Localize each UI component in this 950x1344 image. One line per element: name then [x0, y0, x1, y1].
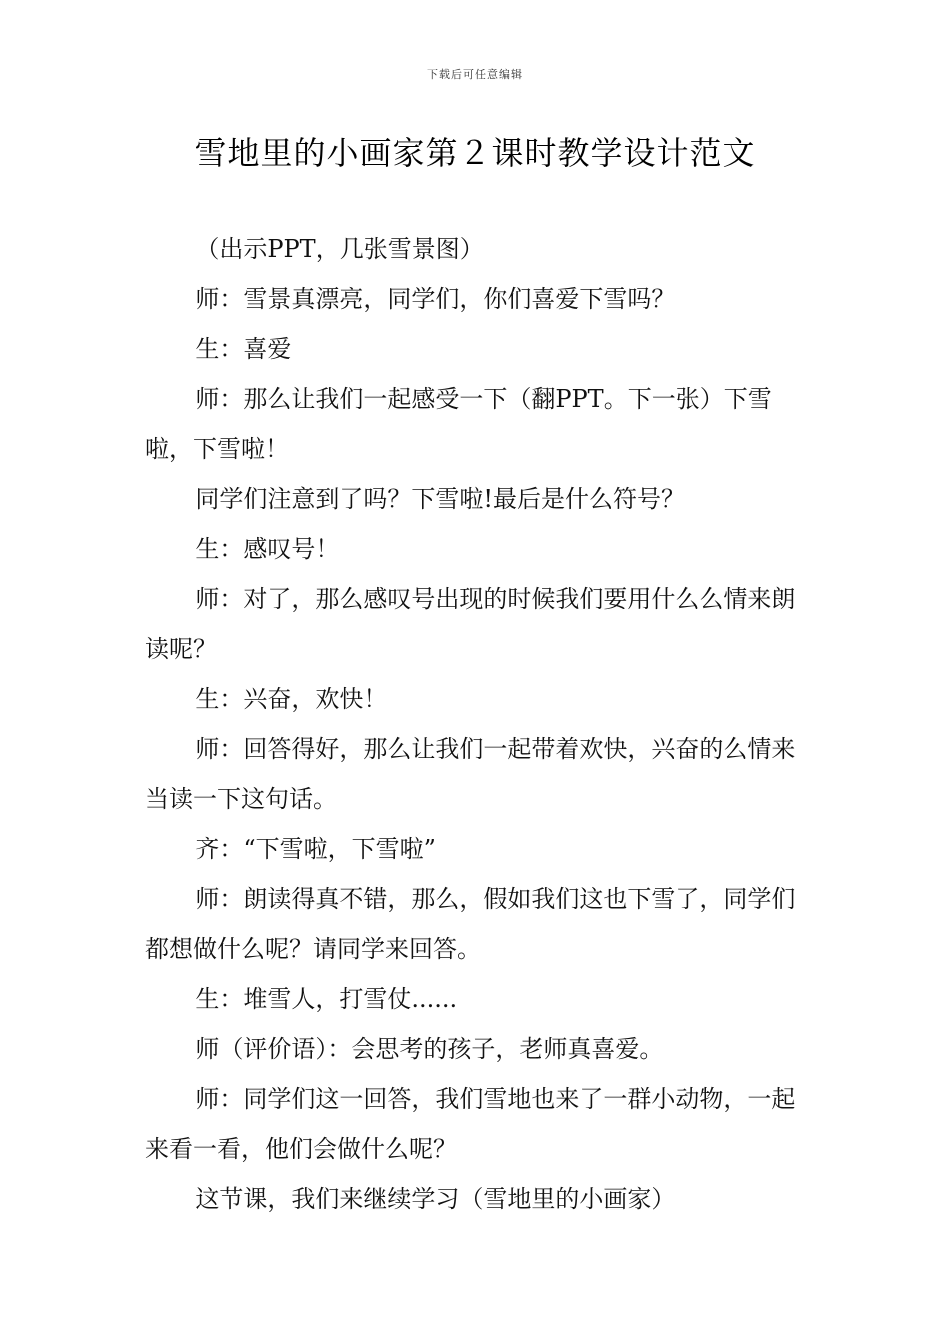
- paragraph: 生：兴奋，欢快！: [195, 685, 388, 713]
- paragraph: 这节课，我们来继续学习（雪地里的小画家）: [195, 1185, 676, 1213]
- header-note: 下载后可任意编辑: [427, 68, 523, 81]
- paragraph: 齐：“下雪啦，下雪啦”: [195, 835, 436, 863]
- document-body: [145, 224, 810, 1224]
- paragraph: 生：感叹号！: [195, 535, 340, 563]
- paragraph: 师：雪景真漂亮，同学们，你们喜爱下雪吗？: [195, 285, 676, 313]
- paragraph: 师：回答得好，那么让我们一起带着欢快，兴奋的么情来当读一下这句话。: [145, 735, 796, 813]
- paragraph: 生：堆雪人，打雪仗......: [195, 985, 458, 1013]
- paragraph: 师（评价语）：会思考的孩子，老师真喜爱。: [195, 1035, 664, 1063]
- paragraph: 师：同学们这一回答，我们雪地也来了一群小动物，一起来看一看，他们会做什么呢？: [145, 1085, 796, 1163]
- paragraph: （出示PPT，几张雪景图）: [195, 235, 484, 263]
- paragraph: 师：对了，那么感叹号出现的时候我们要用什么么情来朗读呢？: [145, 585, 796, 663]
- document-title: 雪地里的小画家第２课时教学设计范文: [194, 134, 756, 172]
- paragraph: 师：朗读得真不错，那么，假如我们这也下雪了，同学们都想做什么呢？请同学来回答。: [145, 885, 796, 963]
- paragraph: 同学们注意到了吗？下雪啦!最后是什么符号？: [195, 485, 686, 513]
- paragraph: 生：喜爱: [195, 335, 292, 363]
- paragraph: 师：那么让我们一起感受一下（翻PPT。下一张）下雪啦，下雪啦！: [145, 385, 772, 463]
